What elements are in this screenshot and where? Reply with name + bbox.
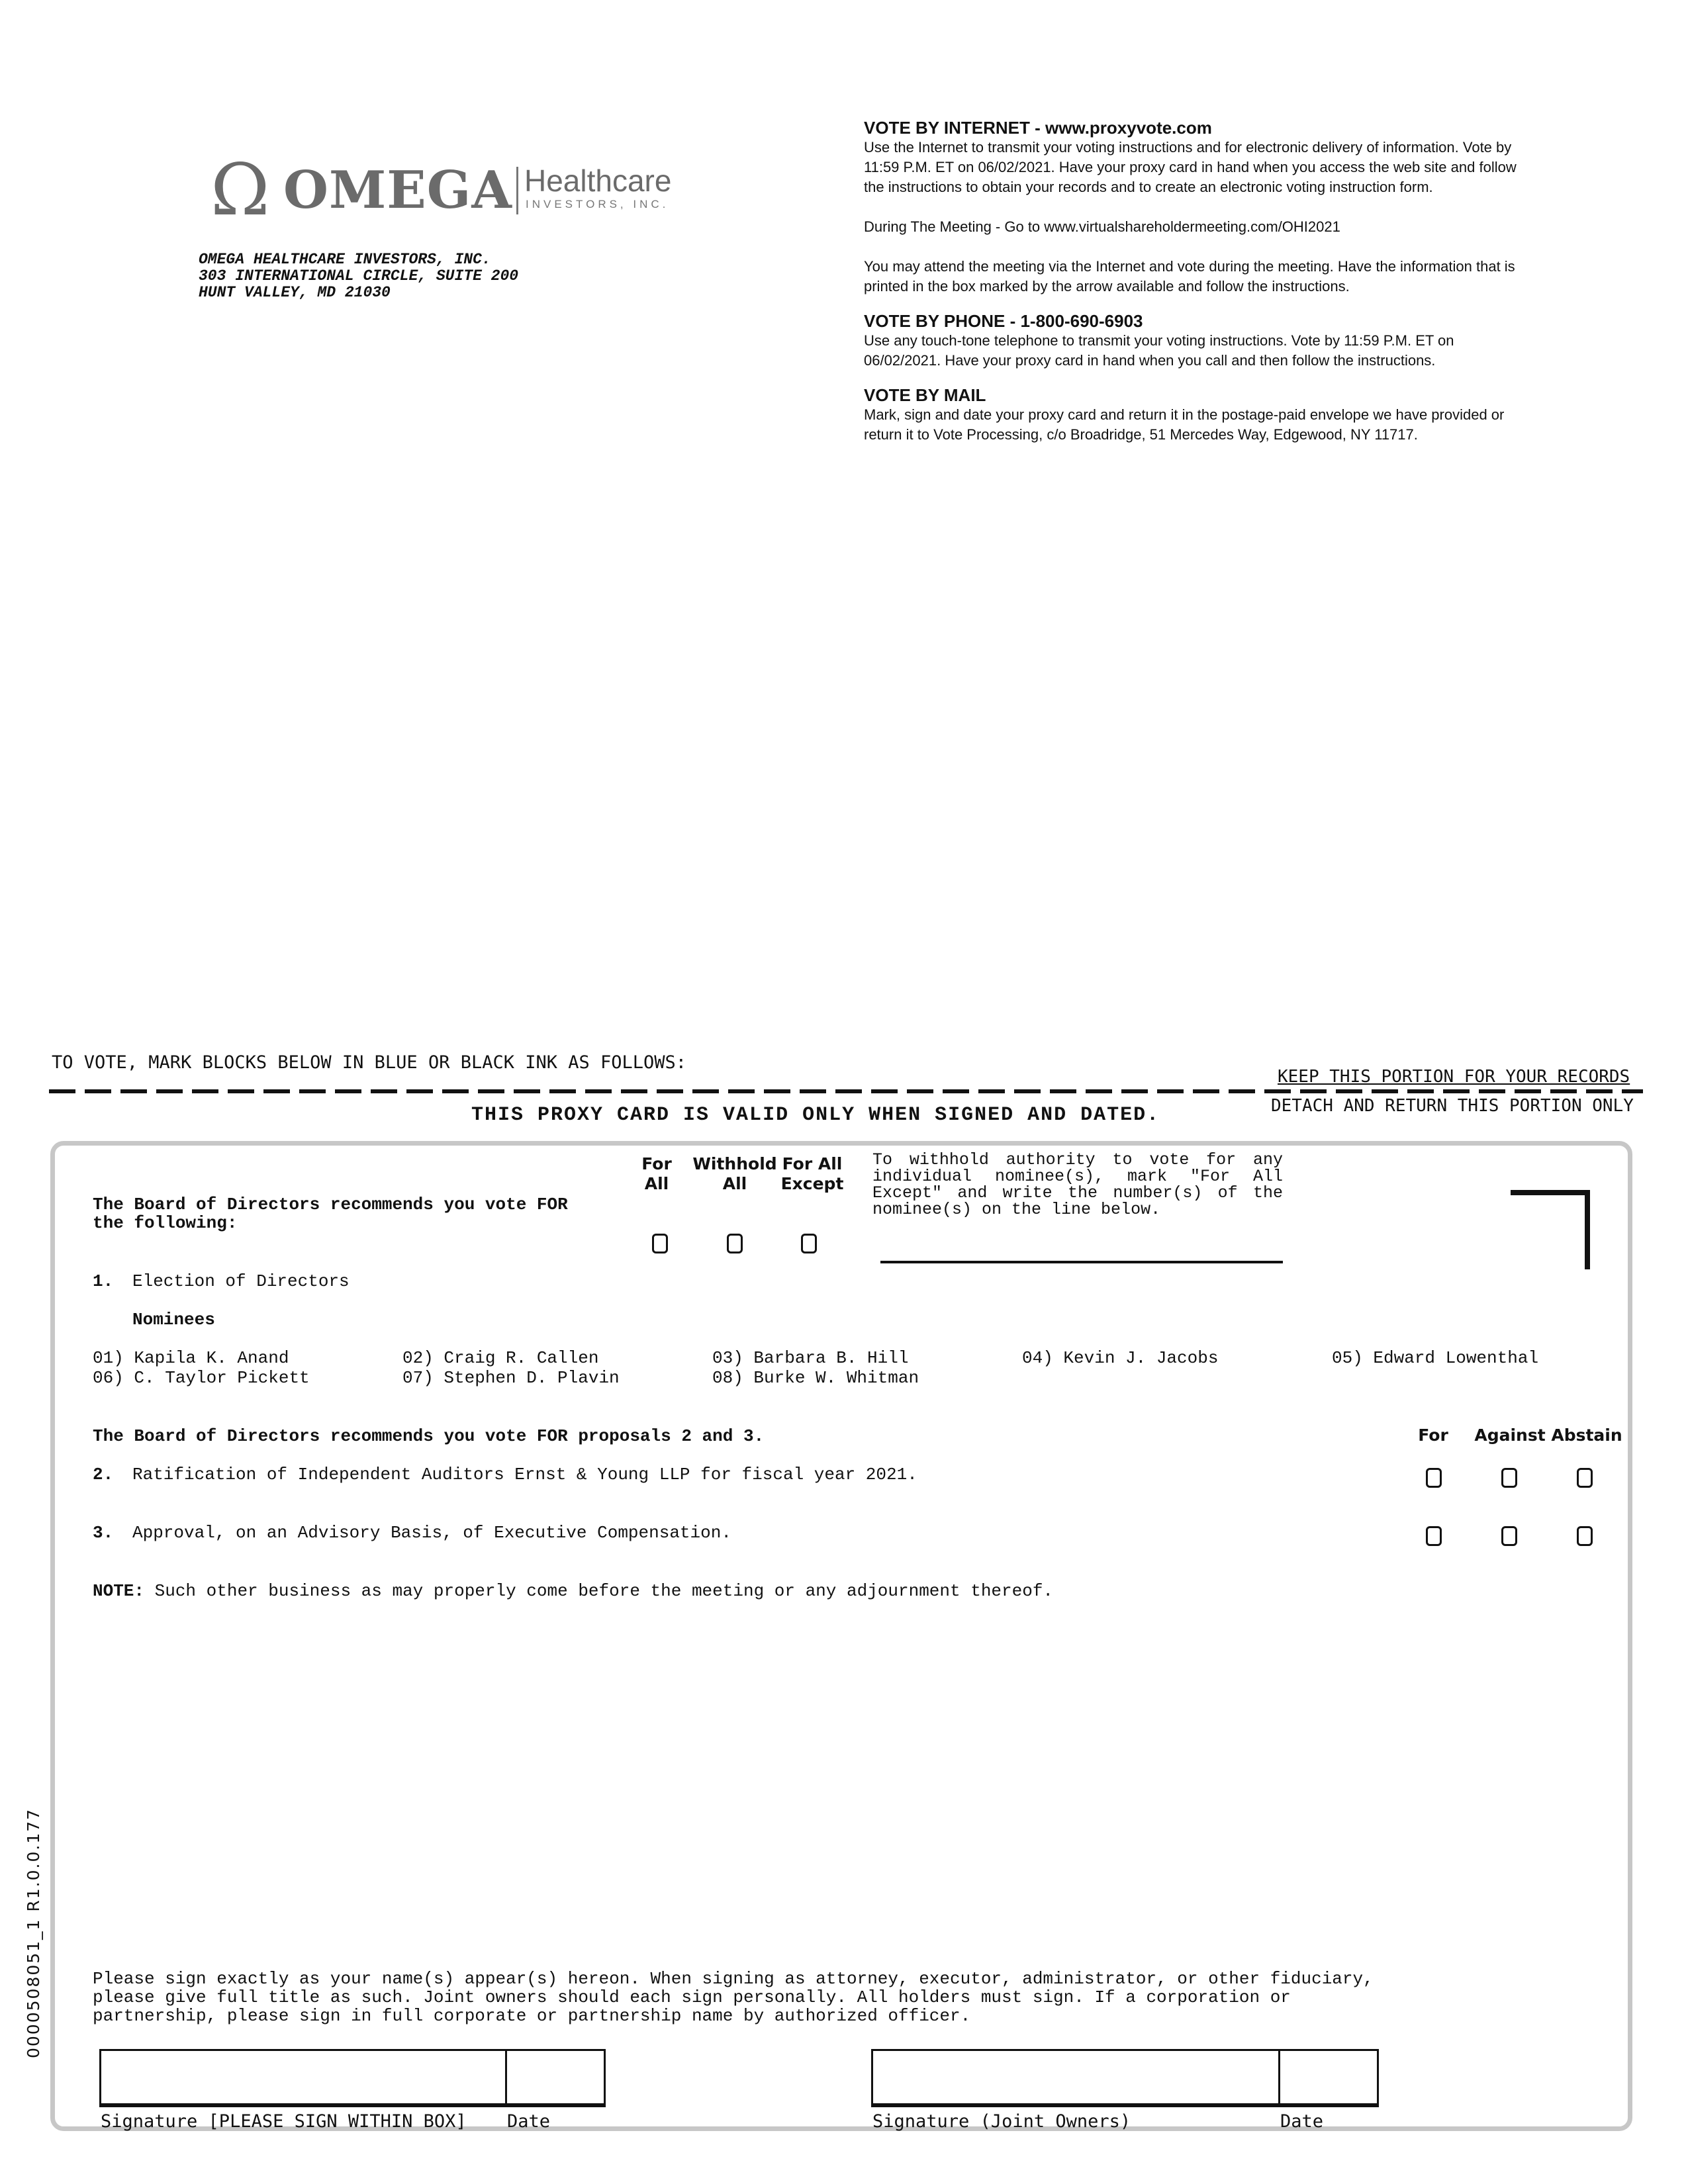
detach-dashed-line bbox=[49, 1089, 1643, 1093]
sign-instruction-line: partnership, please sign in full corporate or partnership name by authorized officer. bbox=[93, 2006, 971, 2026]
col-for-all-line: All bbox=[644, 1174, 669, 1193]
logo-brand: OMEGA bbox=[283, 160, 512, 220]
col-except-line: Except bbox=[780, 1174, 844, 1193]
vote-internet-text: Use the Internet to transmit your voting instructions and for electronic delivery of information. Vote by 11:59 P.M. ET on 06/02/2021. Have your proxy card in hand when you access the web site and follow the instructions to obtain your records and to create an electronic voting instruction form. bbox=[864, 139, 1517, 195]
nominee: 05) Edward Lowenthal bbox=[1332, 1348, 1539, 1368]
note bbox=[93, 1582, 1053, 1600]
nominee: 01) Kapila K. Anand bbox=[93, 1348, 289, 1368]
date-label: Date bbox=[507, 2111, 551, 2132]
address-line: OMEGA HEALTHCARE INVESTORS, INC. bbox=[199, 251, 491, 268]
joint-date-box[interactable] bbox=[1278, 2049, 1379, 2106]
company-logo bbox=[211, 149, 687, 232]
item1-number: 1. bbox=[93, 1271, 114, 1291]
signature-box[interactable] bbox=[99, 2049, 507, 2106]
board-rec-line: the following: bbox=[93, 1213, 238, 1233]
sign-instruction-line: Please sign exactly as your name(s) appear(s) hereon. When signing as attorney, executor, administrator, or other fiduciary, bbox=[93, 1969, 1374, 1989]
omega-logo-icon: Ω bbox=[211, 149, 270, 232]
company-address bbox=[199, 251, 518, 301]
corner-mark bbox=[1511, 1190, 1590, 1195]
address-line: HUNT VALLEY, MD 21030 bbox=[199, 284, 391, 301]
sign-instructions bbox=[93, 1970, 1374, 2025]
joint-date-label: Date bbox=[1280, 2111, 1324, 2132]
board-recommendation-1 bbox=[93, 1195, 568, 1232]
vote-mail-text: Mark, sign and date your proxy card and return it in the postage-paid envelope we have provided or return it to Vote Processing, c/o Broadridge, 51 Mercedes Way, Edgewood, NY 11717. bbox=[864, 406, 1505, 443]
col-except-line: For All bbox=[782, 1154, 843, 1173]
nominee: 07) Stephen D. Plavin bbox=[402, 1368, 620, 1388]
item3-abstain-checkbox[interactable] bbox=[1577, 1526, 1593, 1546]
vote-meeting-text: During The Meeting - Go to www.virtualshareholdermeeting.com/OHI2021 bbox=[864, 218, 1340, 235]
col-for-all-line: For bbox=[641, 1154, 672, 1173]
item2-number: 2. bbox=[93, 1465, 114, 1484]
withhold-instruction: To withhold authority to vote for any individual nominee(s), mark "For All Except" and write the number(s) of the nominee(s) on the line below. bbox=[872, 1150, 1283, 1219]
document-id: 0000508051_1 R1.0.0.177 bbox=[24, 1807, 43, 2058]
detach-return-label: DETACH AND RETURN THIS PORTION ONLY bbox=[1271, 1096, 1634, 1116]
item3-number: 3. bbox=[93, 1523, 114, 1543]
corner-mark bbox=[1585, 1190, 1590, 1269]
nominee: 06) C. Taylor Pickett bbox=[93, 1368, 310, 1388]
nominee-exception-line[interactable] bbox=[880, 1261, 1283, 1263]
vote-phone-text: Use any touch-tone telephone to transmit your voting instructions. Vote by 11:59 P.M. ET on 06/02/2021. Have your proxy card in hand when you call and then follow the instructions. bbox=[864, 332, 1454, 369]
col-withhold-line: All bbox=[722, 1174, 747, 1193]
note-text: Such other business as may properly come before the meeting or any adjournment thereof. bbox=[144, 1581, 1054, 1601]
board-recommendation-2: The Board of Directors recommends you vote FOR proposals 2 and 3. bbox=[93, 1426, 765, 1446]
nominees-label: Nominees bbox=[132, 1310, 215, 1330]
item2-abstain-checkbox[interactable] bbox=[1577, 1468, 1593, 1488]
keep-portion-label: KEEP THIS PORTION FOR YOUR RECORDS bbox=[1278, 1067, 1630, 1087]
nominee: 08) Burke W. Whitman bbox=[712, 1368, 919, 1388]
item3-against-checkbox[interactable] bbox=[1501, 1526, 1517, 1546]
joint-signature-underline bbox=[871, 2103, 1379, 2107]
vote-instructions bbox=[864, 118, 1519, 445]
to-vote-instruction: TO VOTE, MARK BLOCKS BELOW IN BLUE OR BLACK INK AS FOLLOWS: bbox=[52, 1052, 687, 1073]
col-for: For bbox=[1418, 1426, 1448, 1445]
withhold-all-checkbox[interactable] bbox=[727, 1234, 743, 1253]
joint-signature-box[interactable] bbox=[871, 2049, 1280, 2106]
address-line: 303 INTERNATIONAL CIRCLE, SUITE 200 bbox=[199, 267, 519, 285]
joint-signature-label: Signature (Joint Owners) bbox=[872, 2111, 1131, 2132]
nominee: 04) Kevin J. Jacobs bbox=[1022, 1348, 1219, 1368]
item2-text: Ratification of Independent Auditors Ernst & Young LLP for fiscal year 2021. bbox=[132, 1465, 917, 1484]
logo-subtitle: INVESTORS, INC. bbox=[526, 198, 669, 210]
logo-divider bbox=[516, 167, 518, 214]
valid-notice: THIS PROXY CARD IS VALID ONLY WHEN SIGNED AND DATED. bbox=[471, 1104, 1160, 1126]
vote-mail-heading: VOTE BY MAIL bbox=[864, 385, 986, 405]
col-withhold-all bbox=[688, 1154, 781, 1194]
item2-for-checkbox[interactable] bbox=[1426, 1468, 1442, 1488]
note-label: NOTE: bbox=[93, 1581, 145, 1601]
date-box[interactable] bbox=[505, 2049, 606, 2106]
item1-text: Election of Directors bbox=[132, 1271, 350, 1291]
for-all-except-checkbox[interactable] bbox=[801, 1234, 817, 1253]
sign-instruction-line: please give full title as such. Joint owners should each sign personally. All holders must sign. If a corporation or bbox=[93, 1987, 1291, 2007]
vote-phone-heading: VOTE BY PHONE - 1-800-690-6903 bbox=[864, 311, 1143, 331]
col-for-all-except bbox=[776, 1154, 849, 1194]
col-for-all bbox=[630, 1154, 683, 1194]
for-all-checkbox[interactable] bbox=[652, 1234, 668, 1253]
col-abstain: Abstain bbox=[1551, 1426, 1622, 1445]
signature-label: Signature [PLEASE SIGN WITHIN BOX] bbox=[101, 2111, 467, 2132]
vote-attend-text: You may attend the meeting via the Internet and vote during the meeting. Have the information that is printed in the box marked by the arrow available and follow the instructions. bbox=[864, 258, 1515, 295]
nominee: 03) Barbara B. Hill bbox=[712, 1348, 909, 1368]
board-rec-line: The Board of Directors recommends you vote FOR bbox=[93, 1195, 568, 1214]
logo-division: Healthcare bbox=[524, 163, 672, 198]
signature-underline bbox=[99, 2103, 606, 2107]
item3-text: Approval, on an Advisory Basis, of Executive Compensation. bbox=[132, 1523, 731, 1543]
col-against: Against bbox=[1474, 1426, 1546, 1445]
item3-for-checkbox[interactable] bbox=[1426, 1526, 1442, 1546]
vote-internet-heading: VOTE BY INTERNET - www.proxyvote.com bbox=[864, 118, 1212, 138]
nominee: 02) Craig R. Callen bbox=[402, 1348, 599, 1368]
col-withhold-line: Withhold bbox=[692, 1154, 777, 1173]
item2-against-checkbox[interactable] bbox=[1501, 1468, 1517, 1488]
